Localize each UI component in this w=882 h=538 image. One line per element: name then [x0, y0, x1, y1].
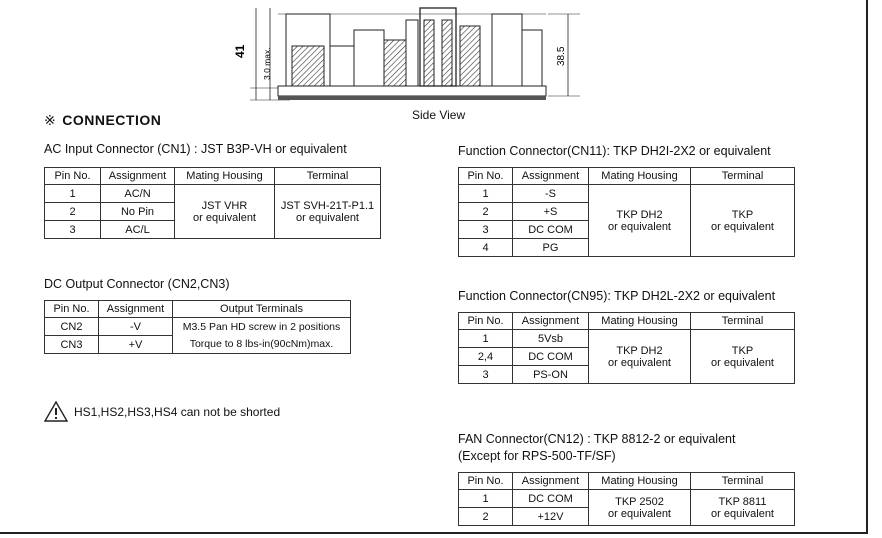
cn1-table [44, 167, 381, 239]
column-header: Terminal [691, 313, 795, 330]
column-header: Terminal [691, 473, 795, 490]
column-header: Mating Housing [175, 168, 275, 185]
table-cell: 1 [459, 490, 513, 508]
reference-mark: ※ [44, 112, 57, 128]
table-cell: -S [513, 185, 589, 203]
cn95-table [458, 312, 795, 384]
terminal-cell: TKP or equivalent [691, 185, 795, 257]
column-header: Assignment [513, 473, 589, 490]
column-header: Mating Housing [589, 473, 691, 490]
page-border-bottom [0, 532, 868, 534]
column-header: Terminal [691, 168, 795, 185]
table-cell: AC/N [101, 185, 175, 203]
column-header: Pin No. [45, 301, 99, 318]
dim-3-text: 3.0 max. [262, 47, 272, 80]
warning-note [44, 401, 280, 422]
table-cell: DC COM [513, 490, 589, 508]
mating-housing-cell: TKP DH2 or equivalent [589, 330, 691, 384]
cn95-title: Function Connector(CN95): TKP DH2L-2X2 or equivalent [458, 289, 776, 303]
page-border-right [866, 0, 868, 532]
table-cell: 2 [459, 203, 513, 221]
cn12-title: FAN Connector(CN12) : TKP 8812-2 or equivalent [458, 432, 736, 446]
dim-38-5-text: 38.5 [556, 46, 567, 66]
table-cell: 1 [459, 330, 513, 348]
connection-heading [44, 112, 161, 129]
dim-41-text: 41 [233, 44, 247, 58]
table-cell: DC COM [513, 221, 589, 239]
table-cell: PS-ON [513, 366, 589, 384]
column-header: Pin No. [459, 168, 513, 185]
pcb-board [278, 86, 546, 96]
table-cell: +V [99, 336, 173, 354]
table-cell: -V [99, 318, 173, 336]
column-header: Terminal [275, 168, 381, 185]
mating-housing-cell: TKP DH2 or equivalent [589, 185, 691, 257]
table-cell: 1 [45, 185, 101, 203]
table-cell: AC/L [101, 221, 175, 239]
terminal-cell: TKP 8811 or equivalent [691, 490, 795, 526]
table-cell: CN3 [45, 336, 99, 354]
cn12-subtitle: (Except for RPS-500-TF/SF) [458, 449, 616, 463]
warning-text: HS1,HS2,HS3,HS4 can not be shorted [74, 404, 281, 419]
column-header: Mating Housing [589, 313, 691, 330]
table-cell: +12V [513, 508, 589, 526]
table-cell: 3 [45, 221, 101, 239]
table-cell: 2 [45, 203, 101, 221]
cn11-title: Function Connector(CN11): TKP DH2I-2X2 or equivalent [458, 144, 771, 158]
table-cell: CN2 [45, 318, 99, 336]
table-cell: 1 [459, 185, 513, 203]
column-header: Assignment [513, 168, 589, 185]
column-header: Assignment [99, 301, 173, 318]
side-view-caption: Side View [412, 108, 466, 122]
column-header: Assignment [513, 313, 589, 330]
table-cell: PG [513, 239, 589, 257]
table-cell: 3 [459, 221, 513, 239]
table-cell: 2 [459, 508, 513, 526]
column-header: Pin No. [459, 473, 513, 490]
column-header: Mating Housing [589, 168, 691, 185]
table-cell: Torque to 8 lbs-in(90cNm)max. [173, 336, 351, 354]
table-cell: +S [513, 203, 589, 221]
column-header: Pin No. [45, 168, 101, 185]
column-header: Pin No. [459, 313, 513, 330]
terminal-cell: JST SVH-21T-P1.1 or equivalent [275, 185, 381, 239]
column-header: Assignment [101, 168, 175, 185]
side-view-drawing [230, 0, 610, 104]
warning-icon [44, 401, 68, 422]
cn12-table [458, 472, 795, 526]
table-cell: 3 [459, 366, 513, 384]
cn2-table [44, 300, 351, 354]
table-cell: 5Vsb [513, 330, 589, 348]
table-cell: DC COM [513, 348, 589, 366]
mating-housing-cell: JST VHR or equivalent [175, 185, 275, 239]
cn1-title: AC Input Connector (CN1) : JST B3P-VH or equivalent [44, 142, 347, 156]
table-cell: No Pin [101, 203, 175, 221]
table-cell: 4 [459, 239, 513, 257]
cn11-table [458, 167, 795, 257]
column-header: Output Terminals [173, 301, 351, 318]
table-cell: M3.5 Pan HD screw in 2 positions [173, 318, 351, 336]
connection-title: CONNECTION [62, 112, 162, 128]
table-cell: 2,4 [459, 348, 513, 366]
mating-housing-cell: TKP 2502 or equivalent [589, 490, 691, 526]
cn2-title: DC Output Connector (CN2,CN3) [44, 277, 230, 291]
terminal-cell: TKP or equivalent [691, 330, 795, 384]
